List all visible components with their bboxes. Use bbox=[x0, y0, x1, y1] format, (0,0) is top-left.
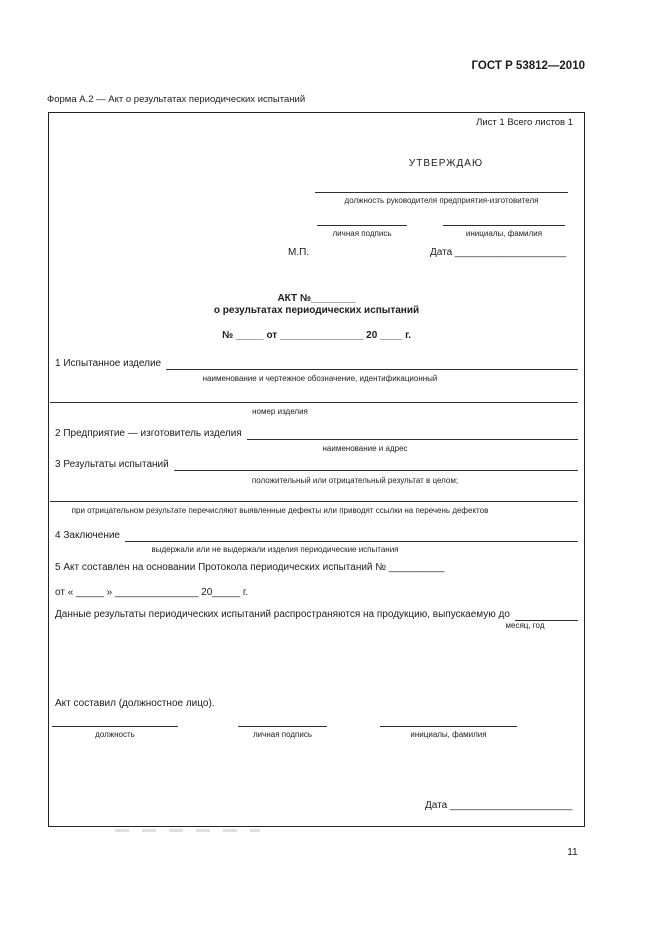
validity-text: Данные результаты периодических испытаний распространяются на продукцию, выпускаемую до bbox=[55, 609, 510, 620]
page-number: 11 bbox=[567, 847, 578, 858]
item3-row bbox=[55, 459, 578, 471]
item3-caption: положительный или отрицательный результат в целом; bbox=[251, 476, 459, 485]
composer-signature-caption: личная подпись bbox=[253, 730, 312, 739]
item2-row bbox=[55, 428, 578, 440]
composer-position-line bbox=[52, 726, 178, 727]
act-title-line2: о результатах периодических испытаний bbox=[213, 305, 420, 316]
item1-caption1: наименование и чертежное обозначение, идентификационный bbox=[202, 374, 438, 383]
item3-blank-line2 bbox=[50, 501, 578, 502]
composer-name-caption: инициалы, фамилия bbox=[410, 730, 487, 739]
item3-blank-line bbox=[174, 468, 578, 471]
composer-position-caption: должность bbox=[95, 730, 135, 739]
composer-signature-line bbox=[238, 726, 327, 727]
item4-label: 4 Заключение bbox=[55, 530, 120, 541]
item5-line1: 5 Акт составлен на основании Протокола периодических испытаний № __________ bbox=[55, 562, 445, 573]
composer-name-line bbox=[380, 726, 517, 727]
item3-label: 3 Результаты испытаний bbox=[55, 459, 169, 470]
approval-date-line: Дата ____________________ bbox=[430, 247, 567, 258]
item5-line2: от « _____ » _______________ 20_____ г. bbox=[55, 587, 249, 598]
approval-heading: УТВЕРЖДАЮ bbox=[408, 158, 484, 169]
act-title-line1: АКТ №________ bbox=[277, 293, 356, 304]
sheet-info: Лист 1 Всего листов 1 bbox=[476, 117, 573, 128]
item4-caption: выдержали или не выдержали изделия периодические испытания bbox=[151, 545, 399, 554]
item2-label: 2 Предприятие — изготовитель изделия bbox=[55, 428, 242, 439]
approval-position-line bbox=[315, 192, 568, 193]
item1-caption2: номер изделия bbox=[252, 407, 308, 416]
item4-blank-line bbox=[125, 539, 578, 542]
approval-name-line bbox=[443, 225, 565, 226]
validity-caption: месяц, год bbox=[505, 621, 545, 630]
approval-name-caption: инициалы, фамилия bbox=[465, 229, 543, 238]
form-caption: Форма А.2 — Акт о результатах периодических испытаний bbox=[47, 94, 306, 105]
composer-label: Акт составил (должностное лицо). bbox=[55, 698, 215, 709]
approval-position-caption: должность руководителя предприятия-изготовителя bbox=[344, 196, 539, 205]
composer-date-line: Дата ______________________ bbox=[425, 800, 573, 811]
item3-extra-caption: при отрицательном результате перечисляют выявленные дефекты или приводят ссылки на перечень дефектов bbox=[71, 506, 489, 515]
approval-signature-line bbox=[317, 225, 407, 226]
item1-row bbox=[55, 358, 578, 370]
stamp-place-label: М.П. bbox=[288, 247, 310, 258]
scan-artifact bbox=[115, 829, 260, 832]
item1-label: 1 Испытанное изделие bbox=[55, 358, 162, 369]
item4-row bbox=[55, 530, 578, 542]
approval-signature-caption: личная подпись bbox=[332, 229, 392, 238]
item2-blank-line bbox=[247, 437, 578, 440]
item1-blank-line bbox=[166, 367, 578, 370]
standard-number: ГОСТ Р 53812—2010 bbox=[471, 60, 585, 72]
act-number-line: № _____ от _______________ 20 ____ г. bbox=[221, 330, 412, 341]
item1-blank-line2 bbox=[50, 402, 578, 403]
item2-caption: наименование и адрес bbox=[322, 444, 408, 453]
validity-row bbox=[55, 609, 578, 621]
